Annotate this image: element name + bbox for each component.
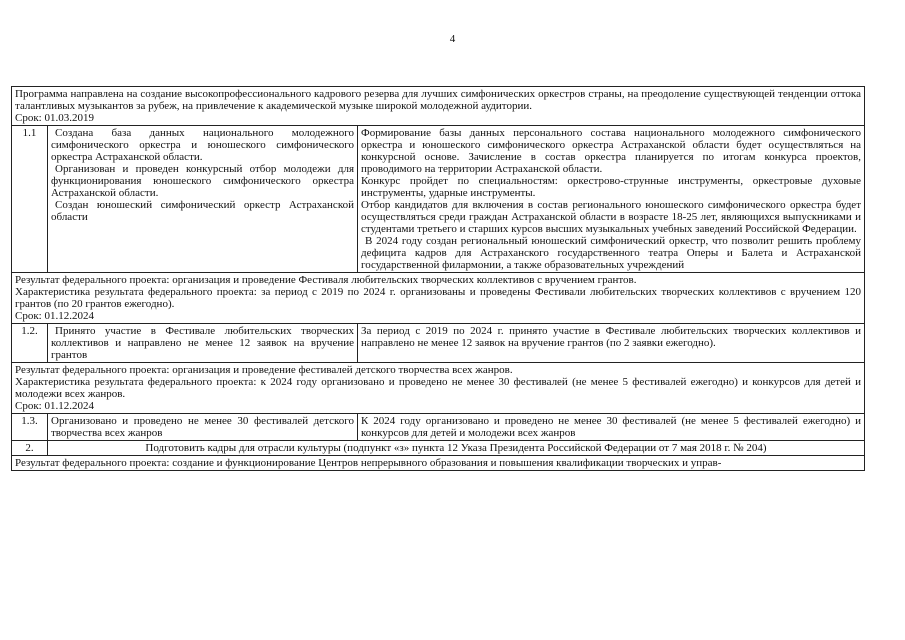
row-number: 2. xyxy=(12,441,48,456)
section-centers-cell xyxy=(12,456,865,471)
result-text: Результат федерального проекта: создание и функционирование Центров непрерывного образования и повышения квалификации творческих и управ- xyxy=(15,457,722,469)
section-festival-cell xyxy=(12,273,865,324)
deadline-text: Срок: 01.12.2024 xyxy=(15,310,94,322)
table-row-2 xyxy=(12,441,865,456)
table-row-1-3 xyxy=(12,414,865,441)
deadline-text: Срок: 01.03.2019 xyxy=(15,112,94,124)
characteristic-text: Характеристика результата федерального проекта: за период с 2019 по 2024 г. организованы и проведены Фестивали любительских творческих коллективов с вручением 120 грантов (по 20 грантов ежегодно). xyxy=(15,286,861,310)
program-text: Программа направлена на создание высокопрофессионального кадрового резерва для лучших симфонических оркестров страны, на преодоление существующей тенденции оттока талантливых музыкантов за рубеж, на привлечение к академической музыке широкой молодежной аудитории. xyxy=(15,88,861,112)
row-number: 1.1 xyxy=(12,126,48,273)
right-paragraph: В 2024 году создан региональный юношеский симфонический оркестр, что позволит решить проблему дефицита кадров для Астраханского государственного театра Оперы и Балета и Астраханской государственной филармонии, а также образовательных учреждений xyxy=(361,235,861,271)
section-children-cell xyxy=(12,363,865,414)
row-number: 1.2. xyxy=(12,324,48,363)
section-children-row xyxy=(12,363,865,414)
row-left-cell xyxy=(48,126,358,273)
row-task-cell: Подготовить кадры для отрасли культуры (подпункт «з» пункта 12 Указа Президента Российской Федерации от 7 мая 2018 г. № 204) xyxy=(48,441,865,456)
table-row-1-1 xyxy=(12,126,865,273)
right-paragraph: Конкурс пройдет по специальностям: оркестрово-струнные инструменты, оркестровые духовые инструменты, ударные инструменты. xyxy=(361,175,861,199)
page-number: 4 xyxy=(449,33,456,45)
row-left-cell: Принято участие в Фестивале любительских творческих коллективов и направлено не менее 12 заявок на вручение грантов xyxy=(48,324,358,363)
characteristic-text: Характеристика результата федерального проекта: к 2024 году организовано и проведено не менее 30 фестивалей (не менее 5 фестивалей ежегодно) и конкурсов для детей и молодежи всех жанров. xyxy=(15,376,861,400)
left-paragraph: Создана база данных национального молодежного симфонического оркестра и юношеского симфонического оркестра Астраханской области. xyxy=(51,127,354,163)
section-intro-cell xyxy=(12,87,865,126)
section-festival-row xyxy=(12,273,865,324)
row-right-cell: К 2024 году организовано и проведено не менее 30 фестивалей (не менее 5 фестивалей ежегодно) и конкурсов для детей и молодежи всех жанров xyxy=(358,414,865,441)
table-row-1-2 xyxy=(12,324,865,363)
row-right-cell xyxy=(358,126,865,273)
left-paragraph: Организован и проведен конкурсный отбор молодежи для функционирования юношеского симфонического оркестра Астраханской области. xyxy=(51,163,354,199)
result-text: Результат федерального проекта: организация и проведение фестивалей детского творчества всех жанров. xyxy=(15,364,513,376)
right-paragraph: Отбор кандидатов для включения в состав регионального юношеского симфонического оркестра будет осуществляться среди граждан Астраханской области в возрасте 18-25 лет, являющихся выпускниками и студентами третьего и старших курсов высших музыкальных учебных заведений Российской Федерации. xyxy=(361,199,861,235)
deadline-text: Срок: 01.12.2024 xyxy=(15,400,94,412)
section-intro-row xyxy=(12,87,865,126)
document-table xyxy=(11,86,865,471)
left-paragraph: Создан юношеский симфонический оркестр Астраханской области xyxy=(51,199,354,223)
result-text: Результат федерального проекта: организация и проведение Фестиваля любительских творческих коллективов с вручением грантов. xyxy=(15,274,637,286)
row-left-cell: Организовано и проведено не менее 30 фестивалей детского творчества всех жанров xyxy=(48,414,358,441)
row-number: 1.3. xyxy=(12,414,48,441)
right-paragraph: Формирование базы данных персонального состава национального молодежного симфонического оркестра и юношеского симфонического оркестра Астраханской области будет осуществляться на конкурсной основе. Зачисление в состав оркестра планируется по итогам конкурса проектов, проводимого на территории Астраханской области. xyxy=(361,127,861,175)
row-right-cell: За период с 2019 по 2024 г. принято участие в Фестивале любительских творческих коллективов и направлено не менее 12 заявок на вручение грантов (по 2 заявки ежегодно). xyxy=(358,324,865,363)
section-centers-row xyxy=(12,456,865,471)
